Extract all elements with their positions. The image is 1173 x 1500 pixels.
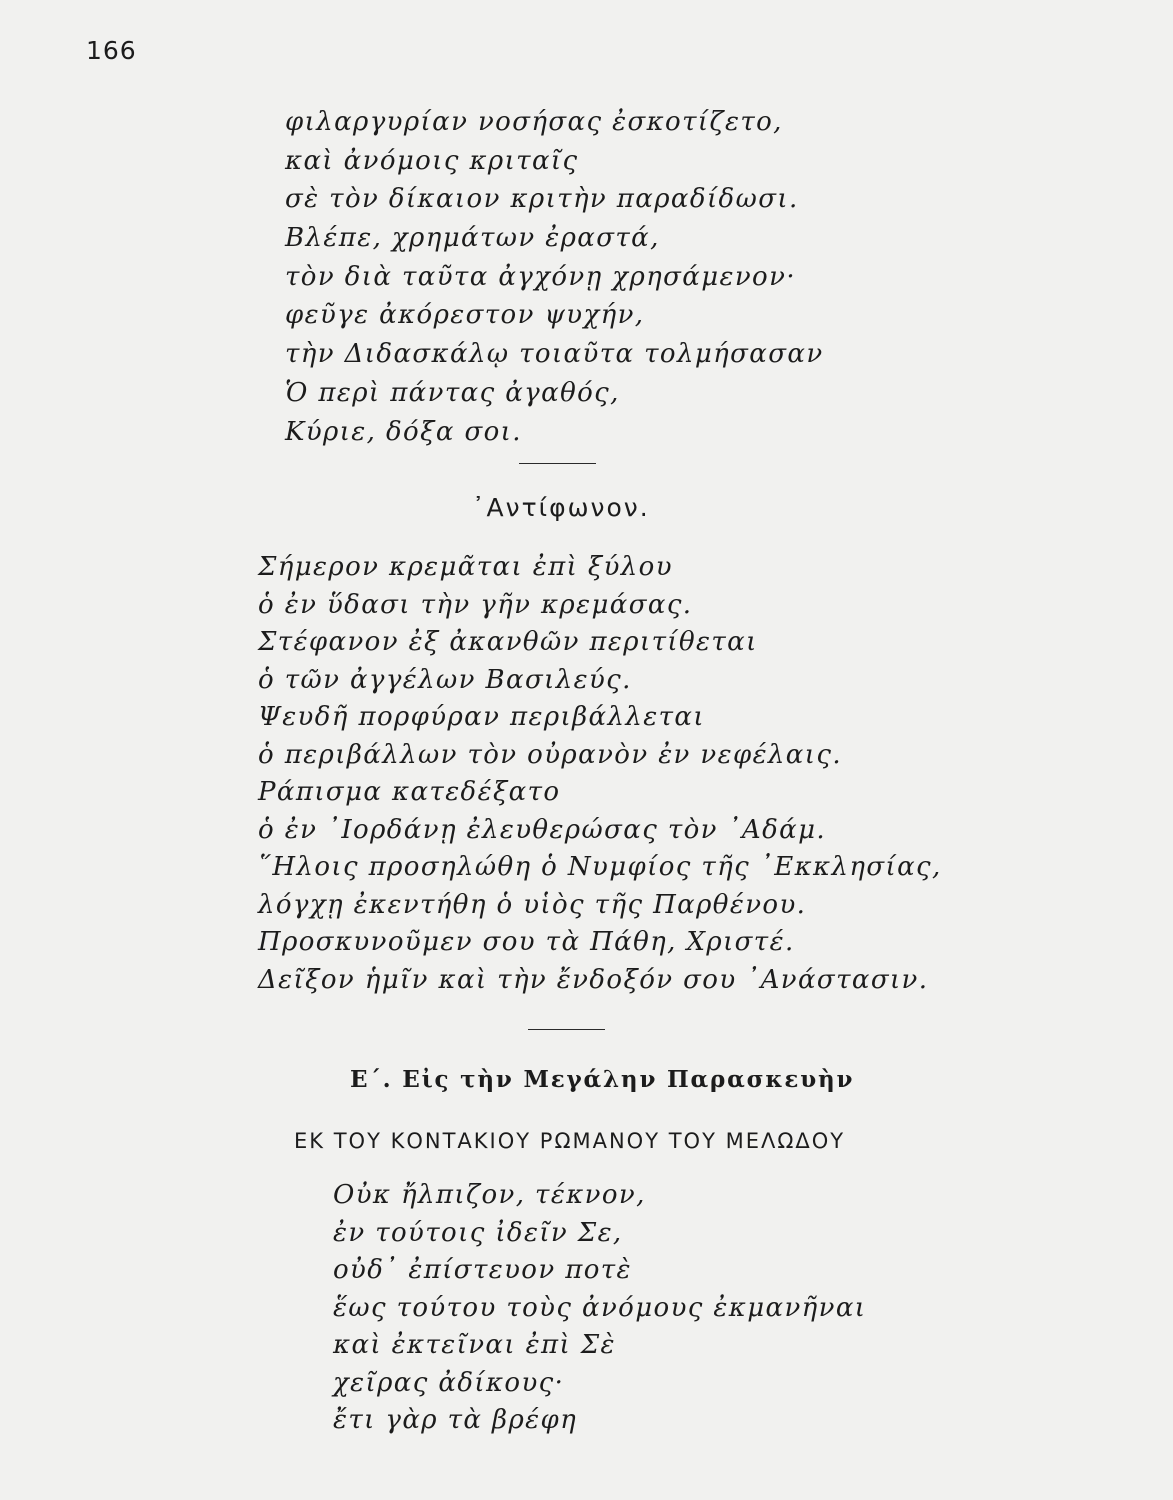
verse-line: ὁ ἐν ὕδασι τὴν γῆν κρεμάσας. <box>258 589 693 620</box>
verse-block-top <box>285 103 824 451</box>
verse-line: φιλαργυρίαν νοσήσας ἐσκοτίζετο, <box>285 107 783 137</box>
verse-line: ῞Ηλοις προσηλώθη ὁ Νυμφίος τῆς ᾿Εκκλησίας, <box>258 852 942 882</box>
verse-line: λόγχῃ ἐκεντήθη ὁ υἱὸς τῆς Παρθένου. <box>258 889 807 920</box>
verse-line: Ὁ περὶ πάντας ἀγαθός, <box>285 377 620 408</box>
verse-line: Ψευδῆ πορφύραν περιβάλλεται <box>258 702 705 732</box>
section-heading: Ε΄. Εἰς τὴν Μεγάλην Παρασκευὴν <box>350 1066 855 1093</box>
kontakion-verse-block <box>333 1177 866 1440</box>
page-number: 166 <box>86 36 137 65</box>
verse-line: χεῖρας ἀδίκους· <box>333 1367 565 1398</box>
section-divider <box>519 463 596 464</box>
verse-line: Ράπισμα κατεδέξατο <box>258 777 561 807</box>
verse-line: Κύριε, δόξα σοι. <box>285 416 522 447</box>
verse-line: Δεῖξον ἡμῖν καὶ τὴν ἔνδοξόν σου ᾿Ανάστασιν. <box>258 964 929 995</box>
verse-line: ὁ περιβάλλων τὸν οὐρανὸν ἐν νεφέλαις. <box>258 739 842 770</box>
section-subheading: ΕΚ ΤΟΥ ΚΟΝΤΑΚΙΟΥ ΡΩΜΑΝΟΥ ΤΟΥ ΜΕΛΩΔΟΥ <box>294 1129 846 1153</box>
verse-line: ὁ ἐν ᾿Ιορδάνῃ ἐλευθερώσας τὸν ᾿Αδάμ. <box>258 814 827 845</box>
verse-line: Προσκυνοῦμεν σου τὰ Πάθη, Χριστέ. <box>258 927 795 957</box>
verse-line: οὐδ᾿ ἐπίστευον ποτὲ <box>333 1255 632 1285</box>
verse-line: τὴν Διδασκάλῳ τοιαῦτα τολμήσασαν <box>285 339 824 370</box>
verse-line: ὁ τῶν ἀγγέλων Βασιλεύς. <box>258 664 632 695</box>
antiphon-title: ᾿Αντίφωνον. <box>472 493 650 522</box>
verse-line: σὲ τὸν δίκαιον κριτὴν παραδίδωσι. <box>285 184 799 215</box>
verse-line: καὶ ἐκτεῖναι ἐπὶ Σὲ <box>333 1330 616 1360</box>
antiphon-verse-block <box>258 549 942 999</box>
verse-line: Οὐκ ἤλπιζον, τέκνον, <box>333 1180 646 1210</box>
verse-line: καὶ ἀνόμοις κριταῖς <box>285 145 579 176</box>
verse-line: Στέφανον ἐξ ἀκανθῶν περιτίθεται <box>258 627 758 657</box>
verse-line: ἕως τούτου τοὺς ἀνόμους ἐκμανῆναι <box>333 1292 867 1323</box>
verse-line: Βλέπε, χρημάτων ἐραστά, <box>285 223 660 254</box>
verse-line: Σήμερον κρεμᾶται ἐπὶ ξύλου <box>258 552 673 582</box>
verse-line: ἐν τούτοις ἰδεῖν Σε, <box>333 1217 623 1248</box>
section-divider <box>528 1029 605 1030</box>
verse-line: φεῦγε ἀκόρεστον ψυχήν, <box>285 300 645 331</box>
verse-line: τὸν διὰ ταῦτα ἀγχόνῃ χρησάμενον· <box>285 261 796 292</box>
verse-line: ἔτι γὰρ τὰ βρέφη <box>333 1405 578 1435</box>
